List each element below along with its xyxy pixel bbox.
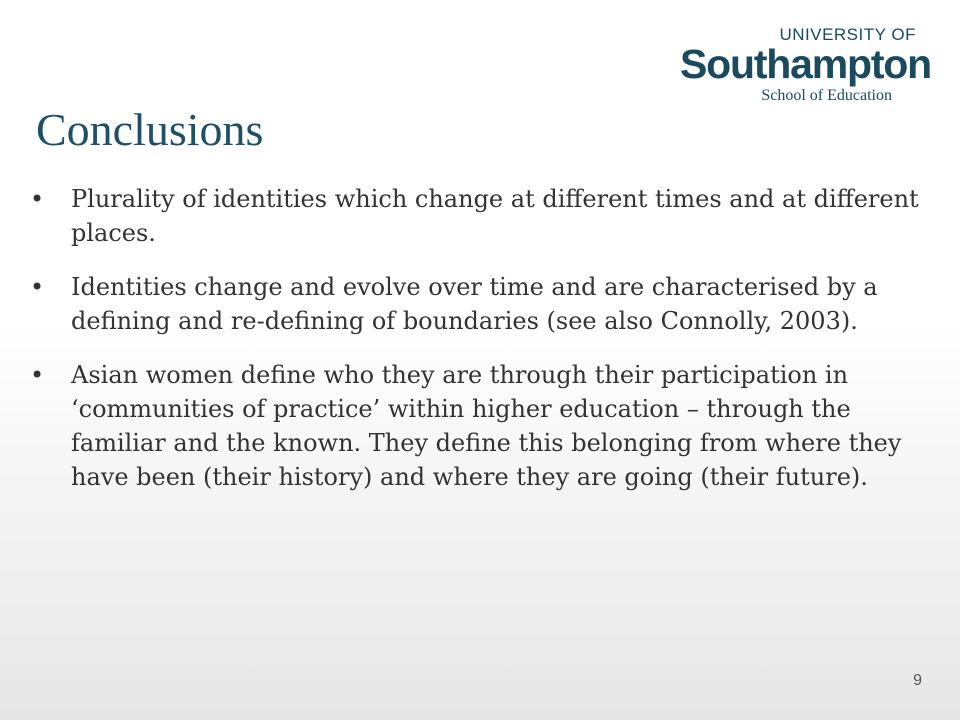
bullet-text: Asian women define who they are through their participation in ‘communities of practice’ within higher education – through the familiar and the known. They define this belonging from where they have been (their history) and where they are going (their future). bbox=[71, 361, 902, 491]
bullet-point-icon: • bbox=[30, 185, 45, 213]
bullet-point-icon: • bbox=[30, 361, 45, 389]
logo-university-of: UNIVERSITY OF bbox=[779, 25, 916, 44]
page-number: 9 bbox=[913, 672, 922, 689]
bullet-text: Identities change and evolve over time and are characterised by a defining and re-defining of boundaries (see also Connolly, 2003). bbox=[71, 273, 878, 335]
logo-southampton: Southampton bbox=[680, 41, 931, 87]
bullet-point-icon: • bbox=[30, 273, 45, 301]
bullet-item bbox=[30, 358, 930, 494]
university-logo bbox=[680, 25, 931, 106]
bullet-list bbox=[30, 182, 930, 514]
bullet-item bbox=[30, 270, 930, 338]
bullet-item bbox=[30, 182, 930, 250]
bullet-text: Plurality of identities which change at different times and at different places. bbox=[71, 185, 919, 247]
slide-title: Conclusions bbox=[36, 104, 264, 155]
logo-school-of-education: School of Education bbox=[761, 87, 892, 104]
